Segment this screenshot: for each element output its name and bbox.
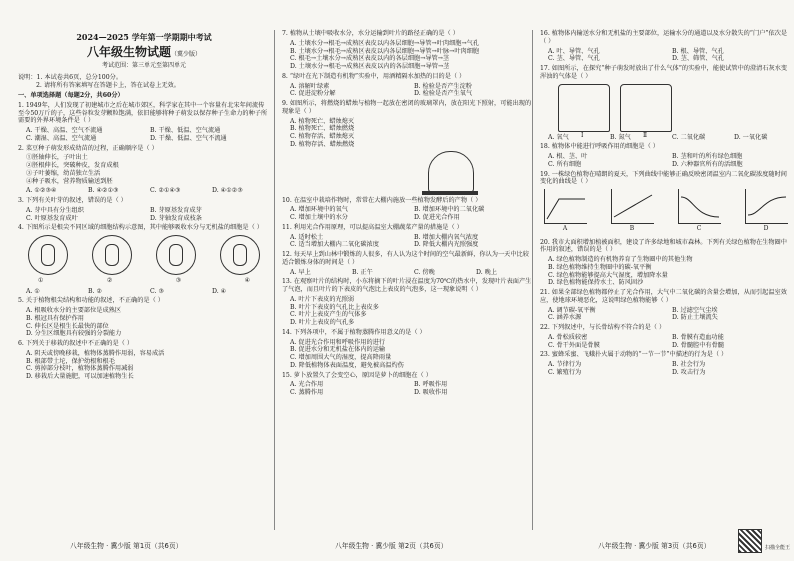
bell-jar-figure — [422, 151, 480, 195]
qr-code — [738, 529, 762, 553]
cell-nucleus — [233, 244, 247, 266]
answer-option: B. 芽原基发育成芽 — [150, 206, 202, 214]
curve-option — [544, 189, 587, 233]
answer-option: C. 潮湿、高温、空气流通 — [26, 134, 97, 142]
answer-option: B. ④②①③ — [88, 187, 119, 195]
curve-axes — [745, 189, 788, 224]
answer-option: C. 伸长区是根生长最快的部位 — [26, 322, 109, 330]
cell-drawing — [28, 235, 68, 275]
question-text: 6. 下列关于移栽的叙述中不正确的是（ ） — [18, 340, 134, 347]
cell-label: ① — [38, 277, 44, 284]
question-text: 3. 下列有关叶芽的叙述，错误的是（ ） — [18, 197, 127, 204]
curve-axes — [611, 189, 654, 224]
cell-label: ④ — [244, 277, 250, 284]
question-text: 11. 利用光合作用原理，可以提高温室大棚蔬菜产量的措施是（ ） — [282, 223, 463, 231]
question-text: 1. 1949年，人们发现了初建城市之后在城市郊区，科学家在其中一个容量有北宋年间流传至今50万斤的子，这些谷粒发芽颗粒饱满，依旧能够将种子萌发以保存种子生命力的种子所需要的外界环境条件是（ ） — [18, 101, 268, 125]
answer-option: D. 降低大棚内光照强度 — [414, 241, 479, 249]
curve-axes — [678, 189, 721, 224]
root-cell-figure — [28, 235, 260, 275]
answer-option: B. 根冠具有保护作用 — [26, 314, 84, 322]
answer-option: C. 根毛→土壤水分→成熟区表皮以内的各层细胞→导管→茎 — [290, 55, 450, 63]
answer-option: ②胚根伸长，突破种皮，发育成根 — [26, 162, 119, 169]
cell-label: ② — [106, 277, 113, 284]
answer-option: B. 呼吸作用 — [414, 381, 448, 389]
cell-nucleus — [105, 244, 119, 266]
answer-option: D. 吸收作用 — [414, 389, 448, 396]
question-text: 20. 我市大面积增加植被面积，建设了许多绿地和城市森林。下列有关绿色植物在生物圈中作用的叙述，错误的是（ ） — [540, 238, 787, 254]
answer-options — [290, 234, 534, 250]
answer-option: C. 所有细胞 — [548, 160, 582, 168]
question-text: 21. 如果全部绿色植物都停止了光合作用，大气中二氧化碳的含量会增加，从而引起温室效应，使地球环境恶化，这说明绿色植物能够（ ） — [540, 289, 787, 304]
answer-option: D. 晚上 — [476, 268, 498, 276]
answer-option: D. 茎、筛管、气孔 — [672, 55, 724, 63]
answer-options — [548, 334, 792, 350]
section-heading: 一、单项选择题（每题2分，共60分） — [18, 92, 124, 99]
answer-option: C. ②①④③ — [150, 187, 181, 195]
question-text: 9. 如图所示，将燃烧的蜡烛与植物一起放在密闭的玻璃罩内，放在阳光下照射，可能出现的现象是（ ） — [282, 100, 532, 115]
curve-line — [746, 189, 788, 223]
answer-option: D. 分生区细胞具有较强的分裂能力 — [26, 330, 122, 338]
answer-option: C. 涵养水源 — [548, 314, 582, 322]
answer-option: B. 根部带土坨，保护幼根和根毛 — [26, 357, 115, 365]
question-text: 19. 一株绿色植物在晴朗的夏天，下列曲线中能够正确反映密闭温室内二氧化碳浓度随时间变化的曲线是（ ） — [540, 170, 787, 186]
answer-options — [290, 381, 534, 397]
question-text: 2. 菜豆种子萌发形成幼苗的过程，正确顺序是（ ） — [18, 144, 158, 152]
answer-option: B. 植物死亡、蜡烛燃烧 — [290, 125, 355, 133]
answer-option: D. 植物存活、蜡烛燃烧 — [290, 140, 355, 148]
answer-option: C. 茎、导管、气孔 — [548, 55, 600, 63]
answer-option: B. ② — [88, 287, 103, 295]
answer-option: A. ① — [26, 287, 40, 295]
answer-option: C. 繁殖行为 — [548, 368, 582, 376]
curve-line — [545, 189, 587, 223]
column-3-questions — [540, 30, 792, 377]
answer-option: A. ①②③④ — [26, 187, 57, 195]
answer-option: A. 适时松土 — [290, 233, 324, 241]
answer-option: A. 叶、导管、气孔 — [548, 47, 600, 55]
answer-options — [548, 361, 792, 377]
answer-option: D. 叶片上表皮的气孔多 — [290, 319, 355, 326]
answer-options — [26, 207, 270, 223]
answer-option: B. 社会行为 — [672, 361, 706, 368]
answer-option: B. 叶片下表皮的气孔比上表皮多 — [290, 303, 379, 311]
answer-options — [290, 296, 534, 327]
answer-option: D. 土壤水分→根毛→成熟区表皮以内的各层细胞→导管→茎 — [290, 63, 450, 70]
answer-options — [26, 350, 270, 381]
scanner-watermark: 扫描全能王 — [764, 545, 790, 551]
answer-options — [26, 127, 270, 143]
answer-options — [548, 48, 792, 64]
cell-drawing — [220, 235, 260, 275]
answer-option: B. 绿色植物维持生物圈中的碳-氧平衡 — [548, 263, 652, 271]
answer-option: A. 增加环境中的氧气 — [290, 206, 348, 214]
answer-options — [548, 256, 792, 287]
bell-jar-dome — [428, 151, 474, 193]
answer-option: A. 芽中具有分生组织 — [26, 206, 84, 214]
answer-options — [548, 153, 792, 169]
answer-option: D. 检验是否产生氧气 — [414, 90, 473, 98]
answer-option: A. 调节碳-氧平衡 — [548, 306, 596, 314]
answer-option: A. 根、茎、叶 — [548, 153, 588, 160]
curve-label: D — [763, 225, 769, 232]
question-text: 8. “绿叶在光下制造有机物”实验中，用酒精隔水加热的目的是（ ） — [282, 72, 466, 80]
answer-option: D. 一氧化碳 — [734, 133, 768, 141]
answer-option: A. 干燥、高温、空气不流通 — [26, 127, 103, 134]
answer-option: A. 骨松质较密 — [548, 333, 588, 341]
answer-options — [290, 339, 534, 370]
answer-option: D. 骨髓腔中有骨髓 — [672, 341, 724, 349]
co2-curve-options — [544, 189, 788, 233]
note-2: 2. 请将所有答案填写在答题卡上，答在试卷上无效。 — [36, 82, 180, 90]
answer-option: C. ③ — [150, 287, 164, 295]
bottle-label: Ⅱ — [643, 132, 648, 139]
answer-option: D. 六种器官所有的活细胞 — [672, 160, 743, 168]
column-3 — [540, 30, 792, 379]
curve-line — [679, 189, 721, 223]
answer-option: C. 增加土壤中的水分 — [290, 214, 348, 221]
answer-option: C. 促进淀粉分解 — [290, 90, 336, 98]
subject-title — [18, 45, 270, 60]
answer-options — [548, 307, 792, 323]
answer-option: A. 促进光合作用和呼吸作用的进行 — [290, 338, 386, 346]
cell-nucleus — [169, 244, 183, 266]
answer-option: D. ④①②③ — [212, 187, 243, 195]
answer-option: B. 茎和叶的所有绿色细胞 — [672, 153, 743, 160]
bottle — [558, 84, 610, 139]
answer-option: B. 干燥、低温、空气流通 — [150, 127, 221, 134]
cell-drawing — [156, 235, 196, 275]
answer-options — [290, 269, 534, 277]
curve-option — [678, 189, 721, 233]
answer-option: B. 检验是否产生淀粉 — [414, 82, 472, 90]
column-2 — [282, 30, 534, 399]
subject-title-text: 八年级生物试题 — [86, 45, 171, 59]
question-text: 23. 蜜蜂采蜜、飞蛾扑火属于动物的“一节一节”中描述的行为是（ ） — [540, 351, 728, 359]
answer-option: B. 促进水分和无机盐在体内的运输 — [290, 346, 386, 354]
cell-label: ③ — [175, 277, 182, 284]
answer-option: B. 根、导管、气孔 — [672, 47, 724, 55]
bottle-label: Ⅰ — [581, 132, 584, 139]
answer-option: D. 绿色植物能保持水土、防风固沙 — [548, 279, 644, 287]
question-text: 22. 下列叙述中，与长骨结构不符合的是（ ） — [540, 324, 666, 331]
question-text: 13. 在观察叶片的结构时，小东将摘下的叶片浸在温度为70℃的热水中，发现叶片表面产生了气泡，而且叶片的下表皮的气泡比上表皮的气泡多，这一现象说明（ ） — [282, 278, 532, 293]
answer-option: D. ④ — [212, 287, 227, 295]
answer-option: A. 氧气 — [548, 133, 569, 141]
answer-option: A. 阴天或傍晚移栽，植物体蒸腾作用弱，容易成活 — [26, 349, 165, 357]
answer-option: A. 植物死亡、蜡烛熄灭 — [290, 117, 355, 125]
curve-label: B — [629, 225, 635, 232]
question-text: 14. 下列各项中，不属于植物蒸腾作用意义的是（ ） — [282, 328, 426, 336]
answer-option: C. 叶片上表皮产生的气体多 — [290, 311, 367, 319]
exam-title: 2024—2025 学年第一学期期中考试 — [76, 32, 212, 42]
page-footer-1: 八年级生物 · 冀少版 第1页（共6页） — [70, 542, 183, 550]
answer-option: B. 增加环境中的二氧化碳 — [414, 206, 485, 214]
answer-option: ①胚轴伸长，子叶出土 — [26, 154, 88, 162]
cell-drawing — [92, 235, 132, 275]
curve-option — [611, 189, 654, 233]
question-text: 18. 植物体中能进行呼吸作用的细胞是（ ） — [540, 143, 659, 151]
answer-option: C. 绿色植物能够提高大气湿度，增加降水量 — [548, 271, 668, 279]
answer-options — [290, 118, 534, 149]
answer-option: D. 移栽后大量施肥，可以加速植物生长 — [26, 373, 134, 380]
question-text: 4. 下图所示是根尖不同区域的细胞结构示意图，其中能够吸收水分与无机盐的细胞是（ ） — [18, 224, 263, 232]
question-text: 12. 每天早上到山林中锻炼的人很多，有人认为这个时间的空气最新鲜，你认为一天中比较适合锻炼身体的时间是（ ） — [282, 251, 529, 266]
page-footer-3: 八年级生物 · 冀少版 第3页（共6页） — [598, 542, 711, 550]
answer-option: C. 傍晚 — [414, 268, 435, 276]
answer-options — [290, 206, 534, 222]
bottle — [620, 84, 672, 139]
answer-options — [548, 134, 792, 142]
curve-label: A — [562, 225, 568, 232]
answer-option: C. 二氧化碳 — [672, 133, 706, 141]
answer-options — [26, 154, 270, 185]
answer-option: C. 适当增加大棚内二氧化碳浓度 — [290, 241, 379, 249]
answer-options — [290, 40, 534, 71]
answer-option: ③子叶萎缩，幼苗独立生活 — [26, 169, 101, 177]
answer-options — [26, 187, 270, 195]
column-2-questions — [282, 30, 534, 397]
cell-nucleus — [41, 244, 55, 266]
answer-option: A. 光合作用 — [290, 381, 324, 389]
answer-option: B. 氮气 — [610, 133, 631, 141]
answer-option: D. 攻击行为 — [672, 368, 706, 376]
answer-option: A. 溶解叶绿素 — [290, 82, 330, 90]
answer-option: D. 干燥、低温、空气不流通 — [150, 134, 227, 142]
answer-option: C. 蒸腾作用 — [290, 389, 324, 396]
answer-option: C. 骨干外面是骨膜 — [548, 341, 600, 349]
curve-option — [745, 189, 788, 233]
question-text: 15. 萝卜放置久了会变空心，原因是萝卜的细胞在（ ） — [282, 371, 432, 379]
answer-option: A. 根吸收水分的主要部位是成熟区 — [26, 307, 122, 314]
answer-option: C. 增加周围大气的湿度，提高降雨量 — [290, 354, 392, 361]
answer-option: B. 土壤水分→根毛→成熟区表皮以内各层细胞→导管→叶脉→叶肉细胞 — [290, 47, 480, 55]
answer-option: D. 防止土壤流失 — [672, 314, 718, 322]
exam-scope: 考试范围：第三单元至第四单元 — [101, 62, 186, 69]
cell-labels — [38, 277, 250, 285]
page-footer-2: 八年级生物 · 冀少版 第2页（共6页） — [335, 542, 448, 550]
note-1: 说明：1. 本试卷共6页，总分100分。 — [18, 73, 123, 81]
curve-line — [612, 189, 654, 223]
curve-axes — [544, 189, 587, 224]
answer-option: B. 增加大棚内氧气浓度 — [414, 233, 479, 241]
bell-jar-base — [422, 191, 478, 195]
answer-options — [290, 83, 534, 99]
column-1-questions — [18, 102, 270, 381]
column-divider — [532, 30, 533, 530]
answer-option: B. 正午 — [352, 268, 373, 276]
answer-option: D. 降低植物体表面温度，避免被高温灼伤 — [290, 361, 404, 369]
answer-option: A. 节律行为 — [548, 361, 582, 368]
answer-option: A. 叶片下表皮的光照弱 — [290, 295, 355, 303]
curve-label: C — [696, 225, 702, 232]
answer-option: A. 绿色植物制造的有机物养育了生物圈中的其他生物 — [548, 256, 693, 263]
answer-option: D. 促进光合作用 — [414, 214, 460, 221]
answer-option: A. 早上 — [290, 268, 311, 276]
answer-option: B. 骨膜有造血功能 — [672, 333, 724, 341]
edition: （冀少版） — [171, 51, 202, 58]
question-text: 16. 植物体内输送水分和无机盐的主要部位，运输水分的通道以及水分散失的“门户”依次是（ ） — [540, 30, 788, 45]
answer-option: A. 土壤水分→根毛→成熟区表皮以内各层细胞→导管→叶肉细胞→气孔 — [290, 39, 480, 47]
column-divider — [274, 30, 275, 530]
answer-option: C. 剪掉部分枝叶，植物体蒸腾作用减弱 — [26, 365, 134, 373]
question-text: 10. 在温室中栽培作物时，常常在大棚内施放一些植物发酵后的产物（ ） — [282, 196, 482, 204]
question-text: 17. 如图所示，在探究“种子萌发时放出了什么气体”的实验中，能使试管中的澄清石灰水变浑浊的气体是（ ） — [540, 65, 788, 80]
answer-option: ④种子吸水，营养物质输送到胚 — [26, 177, 113, 185]
answer-option: C. 植物存活、蜡烛熄灭 — [290, 133, 355, 140]
column-1 — [18, 30, 270, 383]
answer-option: B. 过滤空气尘埃 — [672, 306, 718, 314]
answer-options — [26, 288, 270, 296]
question-text: 7. 植物从土壤中吸收水分，水分运输到叶片的路径正确的是（ ） — [282, 30, 459, 37]
question-text: 5. 关于植物根尖结构和功能的叙述，不正确的是（ ） — [18, 297, 164, 305]
answer-options — [26, 307, 270, 338]
answer-option: C. 叶原基发育成叶 — [26, 214, 78, 222]
answer-option: D. 芽轴发育成枝条 — [150, 214, 202, 222]
